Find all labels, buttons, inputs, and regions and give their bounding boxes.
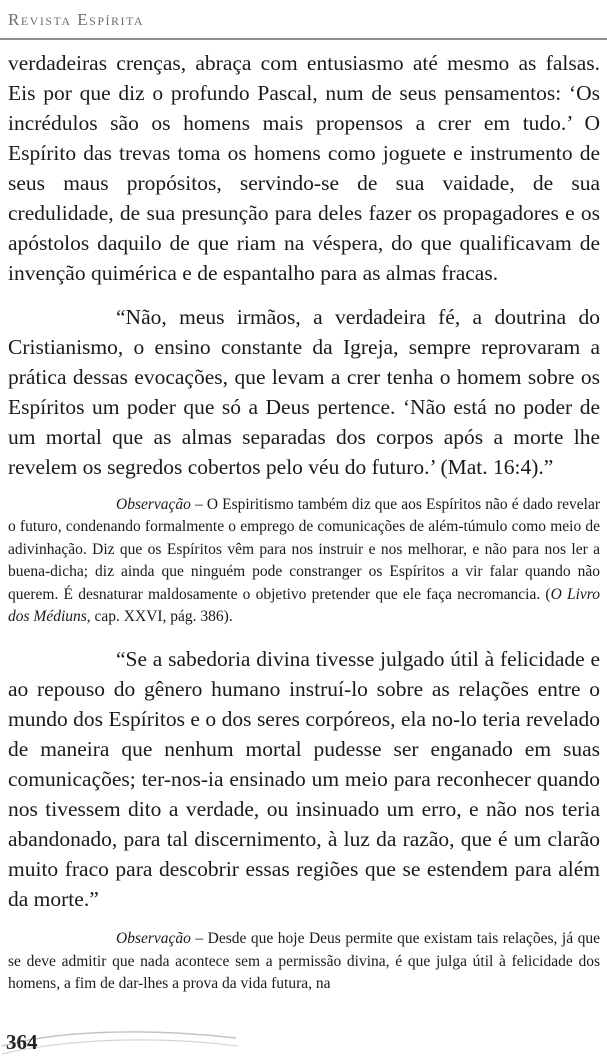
paragraph-2: “Não, meus irmãos, a verdadeira fé, a doutrina do Cristianismo, o ensino constante da Igreja, sempre reprovaram a prática dessas evocações, que levam a crer tenha o homem sobre os Espíritos um poder que só a Deus pertence. ‘Não está no poder de um mortal que as almas separadas dos corpos após a morte lhe revelem os segredos cobertos pelo véu do futuro.’ (Mat. 16:4).” — [8, 305, 600, 479]
book-title: O Livro dos Médiuns — [8, 585, 600, 626]
page-body — [8, 48, 600, 996]
observation-label-2: Observação — [116, 930, 191, 948]
observation-label-1: Observação — [116, 496, 191, 513]
page-number: 364 — [6, 1030, 38, 1054]
paragraph-1: verdadeiras crenças, abraça com entusiasmo até mesmo as falsas. Eis por que diz o profundo Pascal, num de seus pensamentos: ‘Os incrédulos são os homens mais propensos a crer em tudo.’ O Espírito das trevas toma os homens como joguete e instrumento de seus maus propósitos, servindo-se de sua vaidade, de sua credulidade, de sua presunção para deles fazer os propagadores e os apóstolos daquilo de que riam na véspera, do que qualificavam de invenção quimérica e de espantalho para as almas fracas. — [8, 51, 600, 285]
observation-text-2: – Desde que hoje Deus permite que existam tais relações, já que se deve admitir que nada acontece sem a permissão divina, é que julga útil à felicidade dos homens, a fim de dar-lhes a prova da vida futura, na — [8, 930, 600, 993]
observation-text-1a: – O Espiritismo também diz que aos Espíritos não é dado revelar o futuro, condenando formalmente o emprego de comunicações de além-túmulo como meio de adivinhação. Diz que os Espíritos vêm para nos instruir e nos melhorar, e não para nos ler a buena-dicha; diz ainda que ninguém pode constranger os Espíritos a vir falar quando não querem. É desnaturar maldosamente o objetivo pretender que ele faça necromancia. ( — [8, 496, 600, 603]
running-header: Revista Espírita — [8, 10, 145, 29]
paragraph-3: “Se a sabedoria divina tivesse julgado útil à felicidade e ao repouso do gênero humano instruí-lo sobre as relações entre o mundo dos Espíritos e o dos seres corpóreos, ela no-lo teria revelado de maneira que nenhum mortal pudesse ser enganado em suas comunicações; ter-nos-ia ensinado um meio para reconhecer quando nos tivessem dito a verdade, ou insinuado um erro, e não nos teria abandonado, para tal discernimento, à luz da razão, que é um clarão muito fraco para descobrir essas regiões que se estendem para além da morte.” — [8, 647, 600, 912]
observation-text-1b: , cap. XXVI, pág. 386). — [86, 608, 233, 626]
header-rule — [0, 38, 607, 40]
observation-note-2 — [8, 928, 600, 995]
observation-note-1 — [8, 494, 600, 628]
